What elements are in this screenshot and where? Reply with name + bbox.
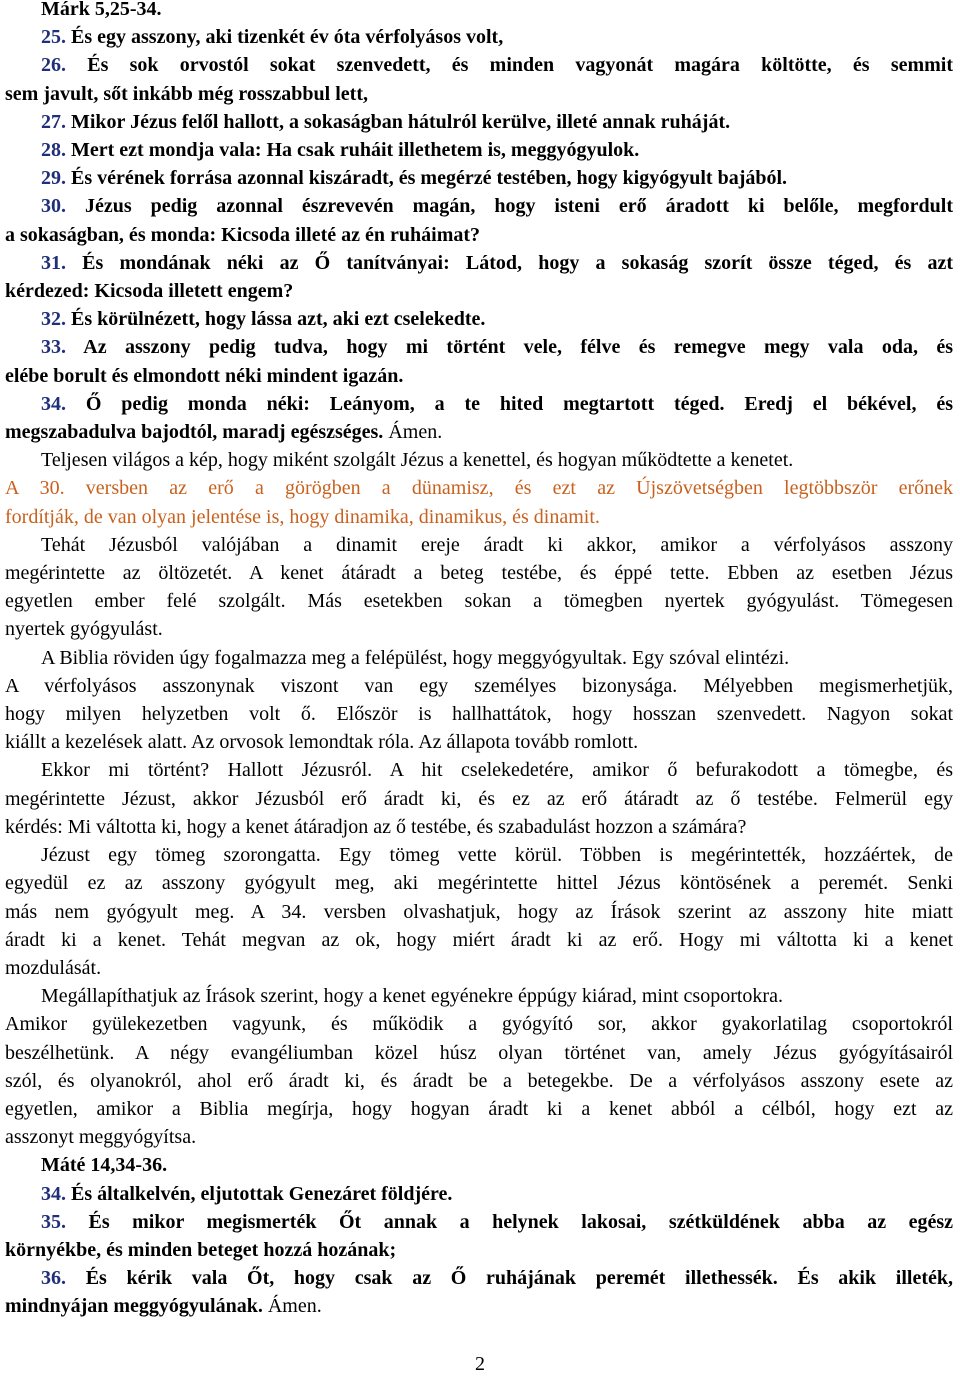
text-run: szól, és olyanokról, ahol erő áradt ki, és áradt be a betegekbe. De a vérfolyásos asszony esete az	[5, 1069, 953, 1092]
text-line	[5, 1292, 953, 1320]
verse-number: 27.	[41, 110, 71, 133]
text-run: megérintette az öltözetét. A kenet átáradt a beteg testébe, és éppé tette. Ebben az esetben Jézus	[5, 562, 953, 585]
text-run: A Biblia röviden úgy fogalmazza meg a felépülést, hogy meggyógyultak. Egy szóval elintézi.	[41, 646, 790, 669]
text-line	[5, 559, 953, 587]
text-run: kérdés: Mi váltotta ki, hogy a kenet átáradjon az ő testébe, és szabadulást hozzon a számára?	[5, 815, 747, 838]
text-line	[5, 1151, 953, 1179]
text-line	[5, 1067, 953, 1095]
text-run: áradt ki a kenet. Tehát megvan az ok, hogy miért áradt ki az erő. Hogy mi váltotta ki a kenet	[5, 928, 953, 951]
verse-number: 25.	[41, 26, 71, 49]
text-run: És mikor megismerték Őt annak a helynek lakosai, szétküldének abba az egész	[88, 1210, 954, 1233]
text-run: Teljesen világos a kép, hogy miként szolgált Jézus a kenettel, és hogyan működtette a kenetet.	[41, 449, 794, 472]
text-line	[5, 390, 953, 418]
text-run: Jézus pedig azonnal észrevevén magán, hogy isteni erő áradott ki belőle, megfordult	[84, 195, 953, 218]
text-run: elébe borult és elmondott néki mindent igazán.	[5, 364, 404, 387]
text-run: Ekkor mi történt? Hallott Jézusról. A hit cselekedetére, amikor ő befurakodott a tömegbe, és	[41, 759, 953, 782]
text-run: A vérfolyásos asszonynak viszont van egy személyes bizonysága. Mélyebben megismerhetjük,	[5, 674, 953, 697]
text-run: A 30. versben az erő a görögben a dünamisz, és ezt az Újszövetségben legtöbbször erőnek	[5, 477, 953, 500]
text-line	[5, 277, 953, 305]
text-run: És kérik vala Őt, hogy csak az Ő ruhájának peremét illethessék. És akik illeték,	[85, 1267, 954, 1290]
text-line	[5, 221, 953, 249]
text-line	[5, 615, 953, 643]
text-line	[5, 926, 953, 954]
text-line	[5, 192, 953, 220]
text-line	[5, 756, 953, 784]
text-line	[5, 587, 953, 615]
text-line	[5, 1039, 953, 1067]
text-line	[5, 1236, 953, 1264]
text-line	[5, 474, 953, 502]
text-run: egyedül ez az asszony gyógyult meg, aki megérintette hittel Jézus köntösének a peremét. Senki	[5, 872, 953, 895]
text-line	[5, 23, 953, 51]
text-run: megérintette Jézust, akkor Jézusból erő áradt ki, és ez az erő átáradt az ő testébe. Felmerül egy	[5, 787, 953, 810]
verse-number: 33.	[41, 336, 84, 359]
text-line	[5, 1264, 953, 1292]
text-line	[5, 249, 953, 277]
text-line	[5, 728, 953, 756]
text-run: környékbe, és minden beteget hozzá hozának;	[5, 1238, 397, 1261]
text-run: És mondának néki az Ő tanítványai: Látod, hogy a sokaság szorít össze téged, és azt	[82, 251, 953, 274]
verse-number: 34.	[41, 392, 86, 415]
text-line	[5, 80, 953, 108]
text-line	[5, 0, 953, 23]
text-line	[5, 869, 953, 897]
text-line	[5, 503, 953, 531]
verse-number: 26.	[41, 54, 88, 77]
text-line	[5, 51, 953, 79]
text-run: Máté 14,34-36.	[41, 1154, 168, 1177]
text-run: Márk 5,25-34.	[41, 0, 162, 20]
text-line	[5, 136, 953, 164]
verse-number: 31.	[41, 251, 83, 274]
text-line	[5, 672, 953, 700]
text-line	[5, 1180, 953, 1208]
text-line	[5, 305, 953, 333]
text-run: mindnyájan meggyógyulának.	[5, 1295, 268, 1318]
text-line	[5, 1208, 953, 1236]
text-line	[5, 164, 953, 192]
text-run: nyertek gyógyulást.	[5, 618, 163, 641]
text-line	[5, 841, 953, 869]
text-run: És körülnézett, hogy lássa azt, aki ezt cselekedte.	[71, 308, 486, 331]
text-run: Tehát Jézusból valójában a dinamit ereje áradt ki akkor, amikor a vérfolyásos asszony	[41, 533, 953, 556]
text-line	[5, 813, 953, 841]
text-run: Megállapíthatjuk az Írások szerint, hogy a kenet egyénekre éppúgy kiárad, mint csoportokra.	[41, 985, 783, 1008]
text-line	[5, 644, 953, 672]
text-line	[5, 898, 953, 926]
text-run: hogy milyen helyzetben volt ő. Először is hallhattátok, hogy hosszan szenvedett. Nagyon sokat	[5, 703, 953, 726]
verse-number: 34.	[41, 1182, 71, 1205]
verse-number: 35.	[41, 1210, 89, 1233]
text-line	[5, 1095, 953, 1123]
text-run: Ő pedig monda néki: Leányom, a te hited megtartott téged. Eredj el békével, és	[85, 392, 953, 415]
text-line	[5, 531, 953, 559]
text-line	[5, 333, 953, 361]
verse-number: 28.	[41, 139, 71, 162]
text-line	[5, 954, 953, 982]
text-run: egyetlen ember felé szolgált. Más esetekben sokan a tömegben nyertek gyógyulást. Tömegesen	[5, 590, 953, 613]
text-run: És általkelvén, eljutottak Genezáret földjére.	[71, 1182, 453, 1205]
verse-number: 32.	[41, 308, 71, 331]
text-run: Amikor gyülekezetben vagyunk, és működik a gyógyító sor, akkor gyakorlatilag csoportokról	[5, 1013, 953, 1036]
text-run: Mikor Jézus felől hallott, a sokaságban hátulról kerülve, illeté annak ruháját.	[71, 110, 731, 133]
text-line	[5, 446, 953, 474]
text-line	[5, 982, 953, 1010]
text-run: Ámen.	[388, 421, 443, 444]
document-body	[5, 0, 953, 1321]
page-number: 2	[475, 1353, 485, 1375]
text-run: fordítják, de van olyan jelentése is, hogy dinamika, dinamikus, és dinamit.	[5, 505, 600, 528]
text-run: mozdulását.	[5, 956, 102, 979]
text-run: Jézust egy tömeg szorongatta. Egy tömeg vette körül. Többen is megérintették, hozzáértek, de	[41, 844, 953, 867]
text-run: egyetlen, amikor a Biblia megírja, hogy hogyan áradt ki a kenet abból a célból, hogy ezt az	[5, 1097, 953, 1120]
text-line	[5, 1010, 953, 1038]
text-run: Mert ezt mondja vala: Ha csak ruháit illethetem is, meggyógyulok.	[71, 139, 640, 162]
text-run: megszabadulva bajodtól, maradj egészséges.	[5, 421, 389, 444]
text-run: más nem gyógyult meg. A 34. versben olvashatjuk, hogy az Írások szerint az asszony hite miatt	[5, 900, 953, 923]
text-line	[5, 700, 953, 728]
text-run: És egy asszony, aki tizenkét év óta vérfolyásos volt,	[71, 26, 504, 49]
text-line	[5, 362, 953, 390]
text-run: kiállt a kezelések alatt. Az orvosok lemondtak róla. Az állapota tovább romlott.	[5, 731, 639, 754]
text-run: kérdezed: Kicsoda illetett engem?	[5, 280, 294, 303]
text-run: sem javult, sőt inkább még rosszabbul lett,	[5, 82, 368, 105]
text-run: asszonyt meggyógyítsa.	[5, 1126, 197, 1149]
verse-number: 29.	[41, 167, 71, 190]
text-run: beszélhetünk. A négy evangéliumban közel húsz olyan történet van, amely Jézus gyógyításairól	[5, 1041, 953, 1064]
text-line	[5, 418, 953, 446]
text-line	[5, 108, 953, 136]
text-run: És vérének forrása azonnal kiszáradt, és megérzé testében, hogy kigyógyult bajából.	[71, 167, 788, 190]
verse-number: 36.	[41, 1267, 86, 1290]
text-run: a sokaságban, és monda: Kicsoda illeté az én ruháimat?	[5, 223, 481, 246]
text-line	[5, 785, 953, 813]
text-run: Ámen.	[267, 1295, 322, 1318]
text-line	[5, 1123, 953, 1151]
text-run: És sok orvostól sokat szenvedett, és minden vagyonát magára költötte, és semmit	[87, 54, 954, 77]
text-run: Az asszony pedig tudva, hogy mi történt vele, félve és remegve megy vala oda, és	[83, 336, 954, 359]
verse-number: 30.	[41, 195, 85, 218]
